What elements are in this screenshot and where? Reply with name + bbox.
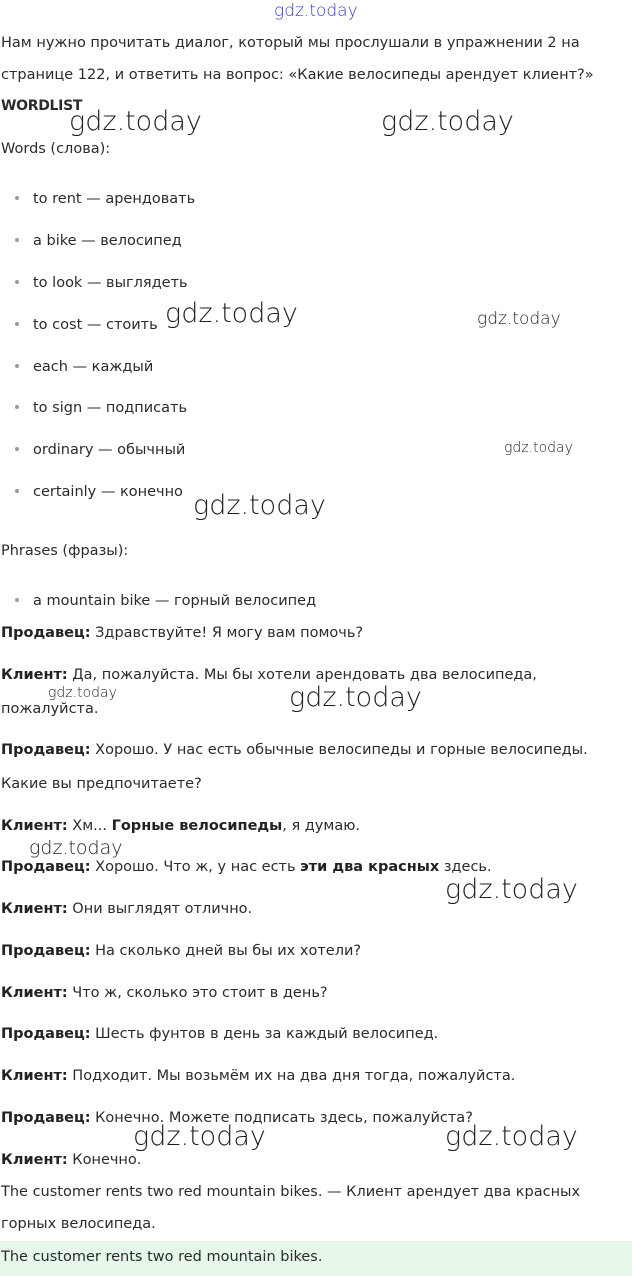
watermark: gdz.today <box>289 682 422 713</box>
phrases-heading: Phrases (фразы): <box>1 543 129 559</box>
bullet-icon <box>15 598 19 602</box>
dialogue-line: Клиент: Они выглядят отлично. <box>1 901 253 917</box>
watermark: gdz.today <box>29 837 123 859</box>
dialogue-line: Клиент: Подходит. Мы возьмём их на два дня тогда, пожалуйста. <box>1 1068 516 1084</box>
watermark: gdz.today <box>165 298 298 329</box>
bullet-icon <box>15 364 19 368</box>
watermark: gdz.today <box>133 1121 266 1152</box>
bullet-icon <box>15 280 19 284</box>
dialogue-line: Продавец: Конечно. Можете подписать здесь, пожалуйста? <box>1 1110 473 1126</box>
dialogue-line: Клиент: Хм... Горные велосипеды, я думаю. <box>1 818 361 834</box>
watermark: gdz.today <box>48 685 117 701</box>
dialogue-line-cont: Какие вы предпочитаете? <box>1 776 202 792</box>
bullet-icon <box>15 322 19 326</box>
list-item: each — каждый <box>15 359 153 375</box>
bullet-icon <box>15 447 19 451</box>
list-item: a mountain bike — горный велосипед <box>15 593 316 609</box>
conclusion-line-2: горных велосипеда. <box>1 1216 156 1232</box>
watermark: gdz.today <box>445 874 578 905</box>
dialogue-line: Продавец: Хорошо. У нас есть обычные велосипеды и горные велосипеды. <box>1 742 588 758</box>
list-item: to rent — арендовать <box>15 191 195 207</box>
conclusion-line-1: The customer rents two red mountain bikes. — Клиент арендует два красных <box>1 1184 581 1200</box>
list-item: certainly — конечно <box>15 484 183 500</box>
dialogue-line: Продавец: Хорошо. Что ж, у нас есть эти два красных здесь. <box>1 859 492 875</box>
dialogue-line: Клиент: Да, пожалуйста. Мы бы хотели арендовать два велосипеда, <box>1 667 537 683</box>
watermark: gdz.today <box>381 106 514 137</box>
watermark: gdz.today <box>477 309 561 329</box>
dialogue-line: Клиент: Конечно. <box>1 1152 142 1168</box>
watermark: gdz.today <box>445 1121 578 1152</box>
list-item: a bike — велосипед <box>15 233 182 249</box>
bullet-icon <box>15 405 19 409</box>
dialogue-line: Продавец: На сколько дней вы бы их хотели? <box>1 943 362 959</box>
answer-highlight <box>0 1241 632 1276</box>
dialogue-line-cont: пожалуйста. <box>1 701 99 717</box>
bullet-icon <box>15 196 19 200</box>
words-heading: Words (слова): <box>1 141 111 157</box>
wordlist-heading: WORDLIST <box>1 98 83 114</box>
dialogue-line: Продавец: Здравствуйте! Я могу вам помочь? <box>1 625 364 641</box>
dialogue-line: Продавец: Шесть фунтов в день за каждый велосипед. <box>1 1026 439 1042</box>
dialogue-line: Клиент: Что ж, сколько это стоит в день? <box>1 985 328 1001</box>
intro-line-2: странице 122, и ответить на вопрос: «Какие велосипеды арендует клиент?» <box>1 67 594 83</box>
watermark: gdz.today <box>504 440 573 456</box>
list-item: to cost — стоить <box>15 317 158 333</box>
bullet-icon <box>15 489 19 493</box>
watermark: gdz.today <box>193 490 326 521</box>
list-item: ordinary — обычный <box>15 442 185 458</box>
list-item: to sign — подписать <box>15 400 187 416</box>
intro-line-1: Нам нужно прочитать диалог, который мы прослушали в упражнении 2 на <box>1 35 580 51</box>
answer-text: The customer rents two red mountain bikes. <box>1 1249 323 1265</box>
watermark: gdz.today <box>69 106 202 137</box>
list-item: to look — выглядеть <box>15 275 188 291</box>
bullet-icon <box>15 238 19 242</box>
site-watermark-top: gdz.today <box>274 1 358 21</box>
